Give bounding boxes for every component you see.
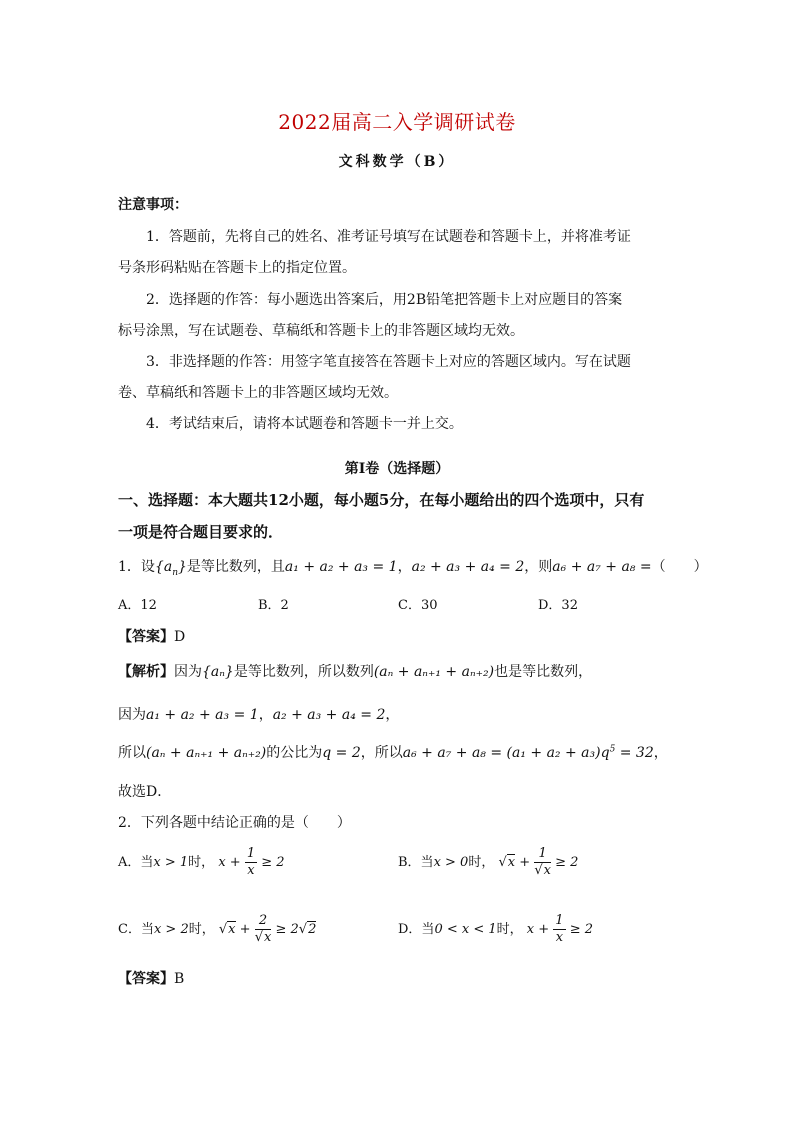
question-2-stem: 2．下列各题中结论正确的是（ ） xyxy=(118,815,351,831)
question-2-option-d: D．当0 < x < 1时， x + $\frac{1}{x}$ ≥ 2 xyxy=(398,913,594,945)
question-1-option-c: C．30 xyxy=(398,598,438,613)
section-heading-line-2: 一项是符合题目要求的． xyxy=(118,523,284,541)
answer-value: D xyxy=(174,629,186,645)
exam-title: 2022届高二入学调研试卷 xyxy=(278,110,516,134)
question-1-answer xyxy=(118,626,185,646)
question-1-option-a: A．12 xyxy=(118,598,157,613)
notice-item-4: 4．考试结束后，请将本试题卷和答题卡一并上交。 xyxy=(146,416,463,432)
exam-subtitle: 文科数学（B） xyxy=(338,154,456,170)
notice-heading: 注意事项： xyxy=(118,197,188,213)
notice-item-1-line-1: 1．答题前，先将自己的姓名、准考证号填写在试题卷和答题卡上，并将准考证 xyxy=(146,229,631,245)
question-1-sequence: $\{a_n\}$ xyxy=(154,559,187,578)
question-1-analysis-line-2: 因为a₁ + a₂ + a₃ = 1，a₂ + a₃ + a₄ = 2， xyxy=(118,707,400,723)
question-1-number: 1．设 xyxy=(118,559,155,575)
notice-item-2-line-2: 标号涂黑，写在试题卷、草稿纸和答题卡上的非答题区域均无效。 xyxy=(118,323,524,339)
question-2-option-a: A．当x > 1时， x + $\frac{1}{x}$ ≥ 2 xyxy=(118,846,285,878)
question-1-analysis-line-3: 所以(aₙ + aₙ₊₁ + aₙ₊₂)的公比为q = 2，所以$a_6 + a_7 + a_8 = (a_1 + a_2 + a_3)q^5 = 32$， xyxy=(118,744,668,761)
answer-label: 【答案】 xyxy=(118,629,174,645)
question-1-analysis-line-1: 【解析】因为{aₙ}是等比数列，所以数列(aₙ + aₙ₊₁ + aₙ₊₂)也是等比数列， xyxy=(118,664,593,680)
fraction: $\frac{1}{√x}$ xyxy=(534,846,551,878)
fraction: $\frac{1}{x}$ xyxy=(246,846,256,878)
question-1-condition-1: a₁ + a₂ + a₃ = 1 xyxy=(284,559,398,575)
notice-item-1-line-2: 号条形码粘贴在答题卡上的指定位置。 xyxy=(118,260,356,276)
fraction: $\frac{1}{x}$ xyxy=(555,913,564,945)
question-2-option-b: B．当x > 0时， √x + $\frac{1}{√x}$ ≥ 2 xyxy=(398,846,579,878)
answer-value: B xyxy=(174,971,185,987)
sqrt-expression: √x xyxy=(498,855,516,870)
notice-item-3-line-1: 3．非选择题的作答：用签字笔直接答在答题卡上对应的答题区域内。写在试题 xyxy=(146,354,631,370)
answer-label: 【答案】 xyxy=(118,971,174,987)
question-2-answer xyxy=(118,968,184,988)
part-title: 第Ⅰ卷（选择题） xyxy=(344,461,450,477)
question-1-target: a₆ + a₇ + a₈ = xyxy=(552,559,652,575)
question-1-option-b: B．2 xyxy=(258,598,289,613)
question-2-option-c: C．当x > 2时， √x + $\frac{2}{√x}$ ≥ 2√2 xyxy=(118,913,317,945)
question-1-stem: 1．设$\{a_n\}$是等比数列，且a₁ + a₂ + a₃ = 1，a₂ + a₃ + a₄ = 2，则a₆ + a₇ + a₈ =（ ） xyxy=(118,559,708,578)
analysis-label: 【解析】 xyxy=(118,664,174,680)
notice-item-2-line-1: 2．选择题的作答：每小题选出答案后，用2B铅笔把答题卡上对应题目的答案 xyxy=(146,292,623,308)
notice-item-3-line-2: 卷、草稿纸和答题卡上的非答题区域均无效。 xyxy=(118,385,398,401)
sqrt-expression: √x xyxy=(218,922,236,937)
section-heading-line-1: 一、选择题：本大题共12小题，每小题5分，在每小题给出的四个选项中，只有 xyxy=(118,491,645,509)
answer-blank: （ ） xyxy=(651,559,708,575)
question-1-conclusion: 故选D． xyxy=(118,784,172,800)
question-1-condition-2: a₂ + a₃ + a₄ = 2 xyxy=(411,559,525,575)
fraction: $\frac{2}{√x}$ xyxy=(254,913,272,945)
question-1-option-d: D．32 xyxy=(538,598,578,613)
